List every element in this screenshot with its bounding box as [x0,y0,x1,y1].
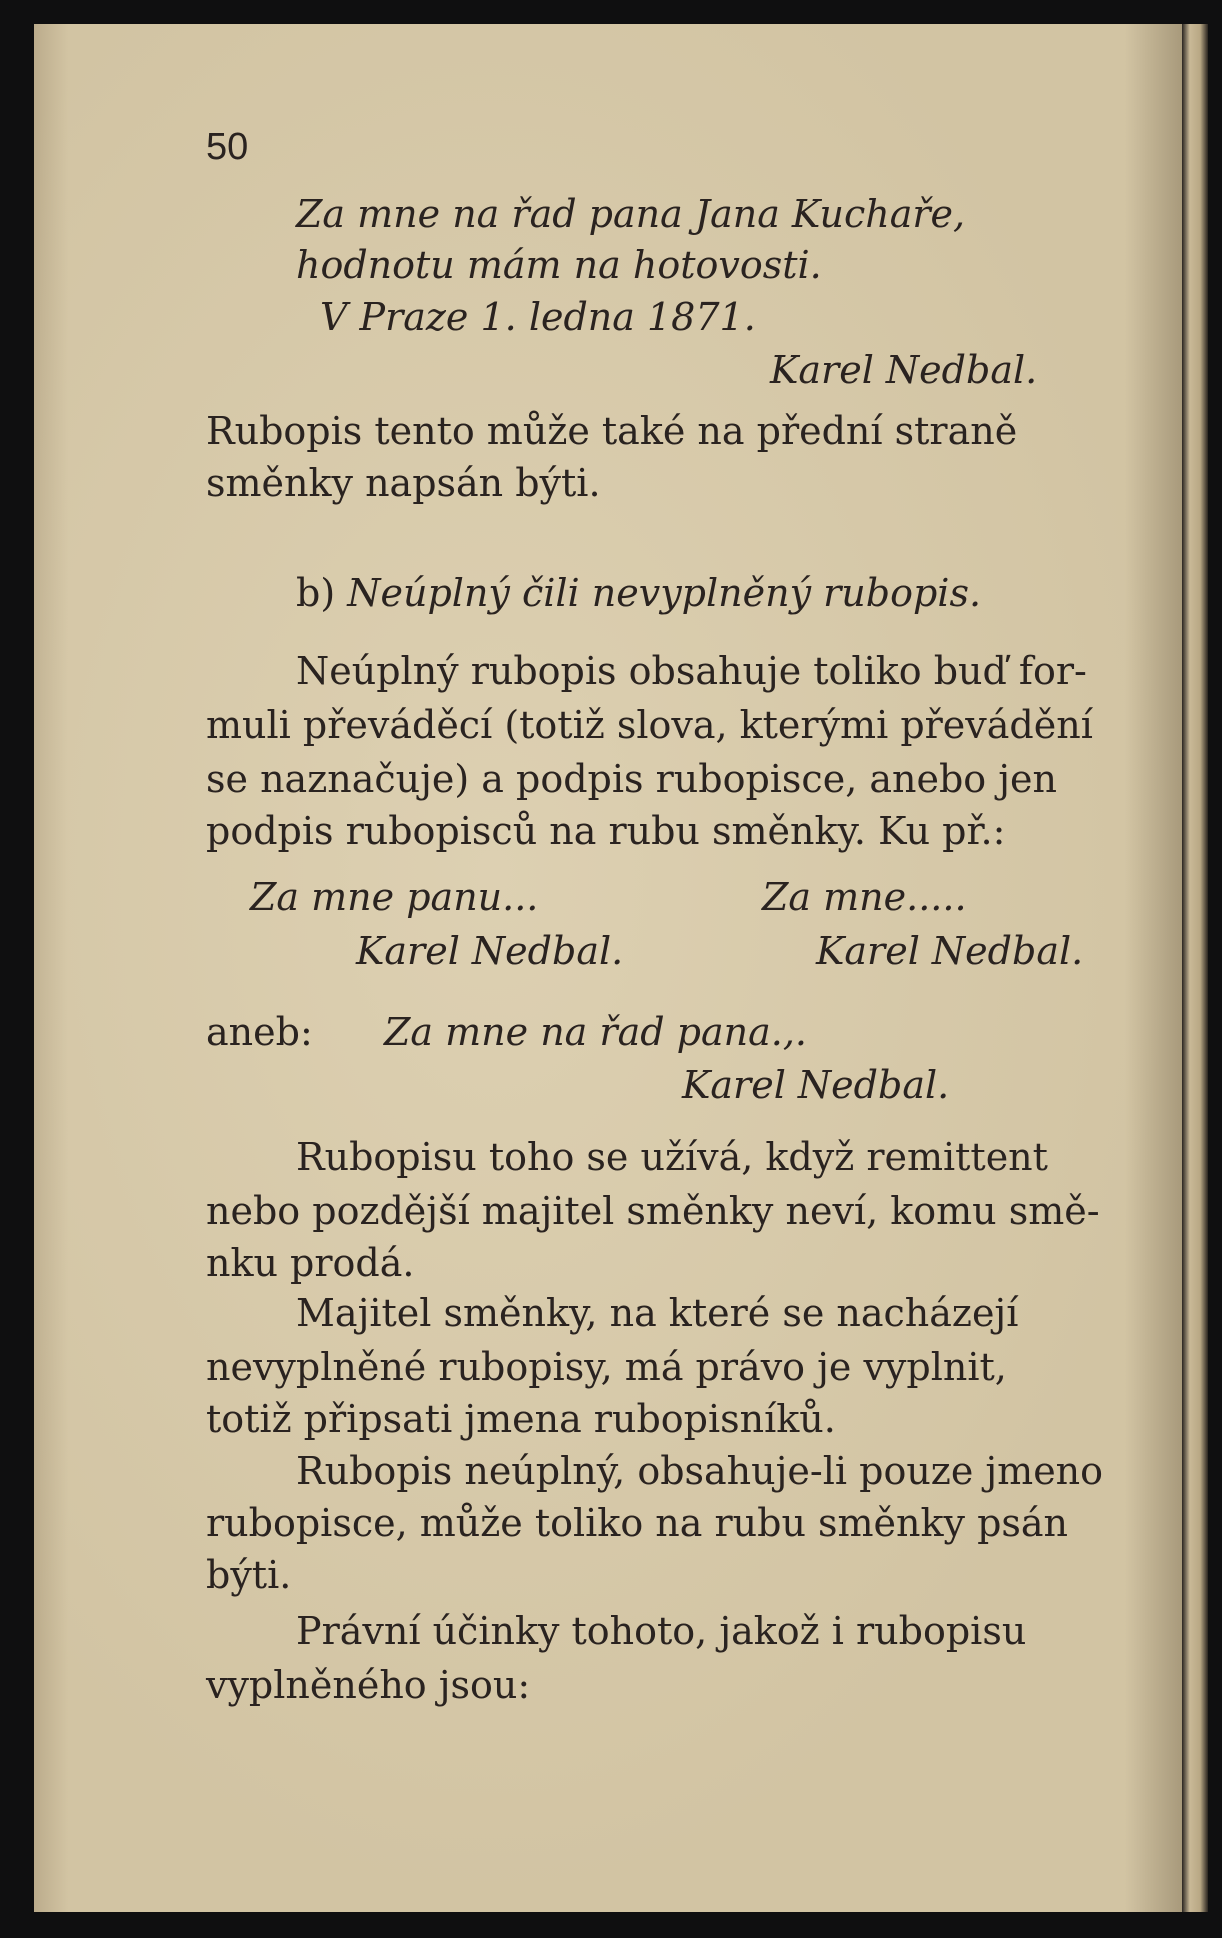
section-b-prefix: b) [296,571,336,615]
para6-line-1: Právní účinky tohoto, jakož i rubopisu [296,1609,1027,1653]
para4-line-3: totiž připsati jmena rubopisníků. [206,1397,836,1441]
para2-line-1: Neúplný rubopis obsahuje toliko buď for- [296,649,1087,693]
para3-line-1: Rubopisu toho se užívá, když remittent [296,1135,1048,1179]
top-block-line-2: hodnotu mám na hotovosti. [296,243,822,287]
page-number: 50 [206,126,249,168]
para4-line-1: Majitel směnky, na které se nacházejí [296,1291,1019,1335]
example-1-line-2: Karel Nedbal. [356,929,624,973]
section-b-heading [296,571,982,615]
example-2-line-1: Za mne..... [762,875,967,919]
para2-line-3: se naznačuje) a podpis rubopisce, anebo jen [206,757,1057,801]
top-block-signature: Karel Nedbal. [770,348,1038,392]
example-3-line-2: Karel Nedbal. [682,1063,950,1107]
para5-line-2: rubopisce, může toliko na rubu směnky psán [206,1501,1069,1545]
page-edge [1182,24,1208,1912]
para3-line-3: nku prodá. [206,1241,415,1285]
example-2-line-2: Karel Nedbal. [816,929,1084,973]
para2-line-2: muli převáděcí (totiž slova, kterými převádění [206,703,1093,747]
section-b-title: Neúplný čili nevyplněný rubopis. [347,571,982,615]
top-block-line-1: Za mne na řad pana Jana Kuchaře, [296,192,966,236]
para1-line-2: směnky napsán býti. [206,461,601,505]
top-block-line-3: V Praze 1. ledna 1871. [320,295,756,339]
para5-line-3: býti. [206,1553,292,1597]
para3-line-2: nebo pozdější majitel směnky neví, komu smě- [206,1189,1100,1233]
para1-line-1 [206,409,1072,453]
para5-line-1: Rubopis neúplný, obsahuje-li pouze jmeno [296,1449,1104,1493]
example-1-line-1: Za mne panu... [250,875,539,919]
para1-line-1-text: Rubopis tento může také na přední straně [206,409,1018,453]
aneb-label: aneb: [206,1010,313,1054]
para2-line-4: podpis rubopisců na rubu směnky. Ku př.: [206,809,1006,853]
para6-line-2: vyplněného jsou: [206,1663,531,1707]
para4-line-2: nevyplněné rubopisy, má právo je vyplnit, [206,1345,1007,1389]
example-3-line-1: Za mne na řad pana.,. [384,1010,807,1054]
